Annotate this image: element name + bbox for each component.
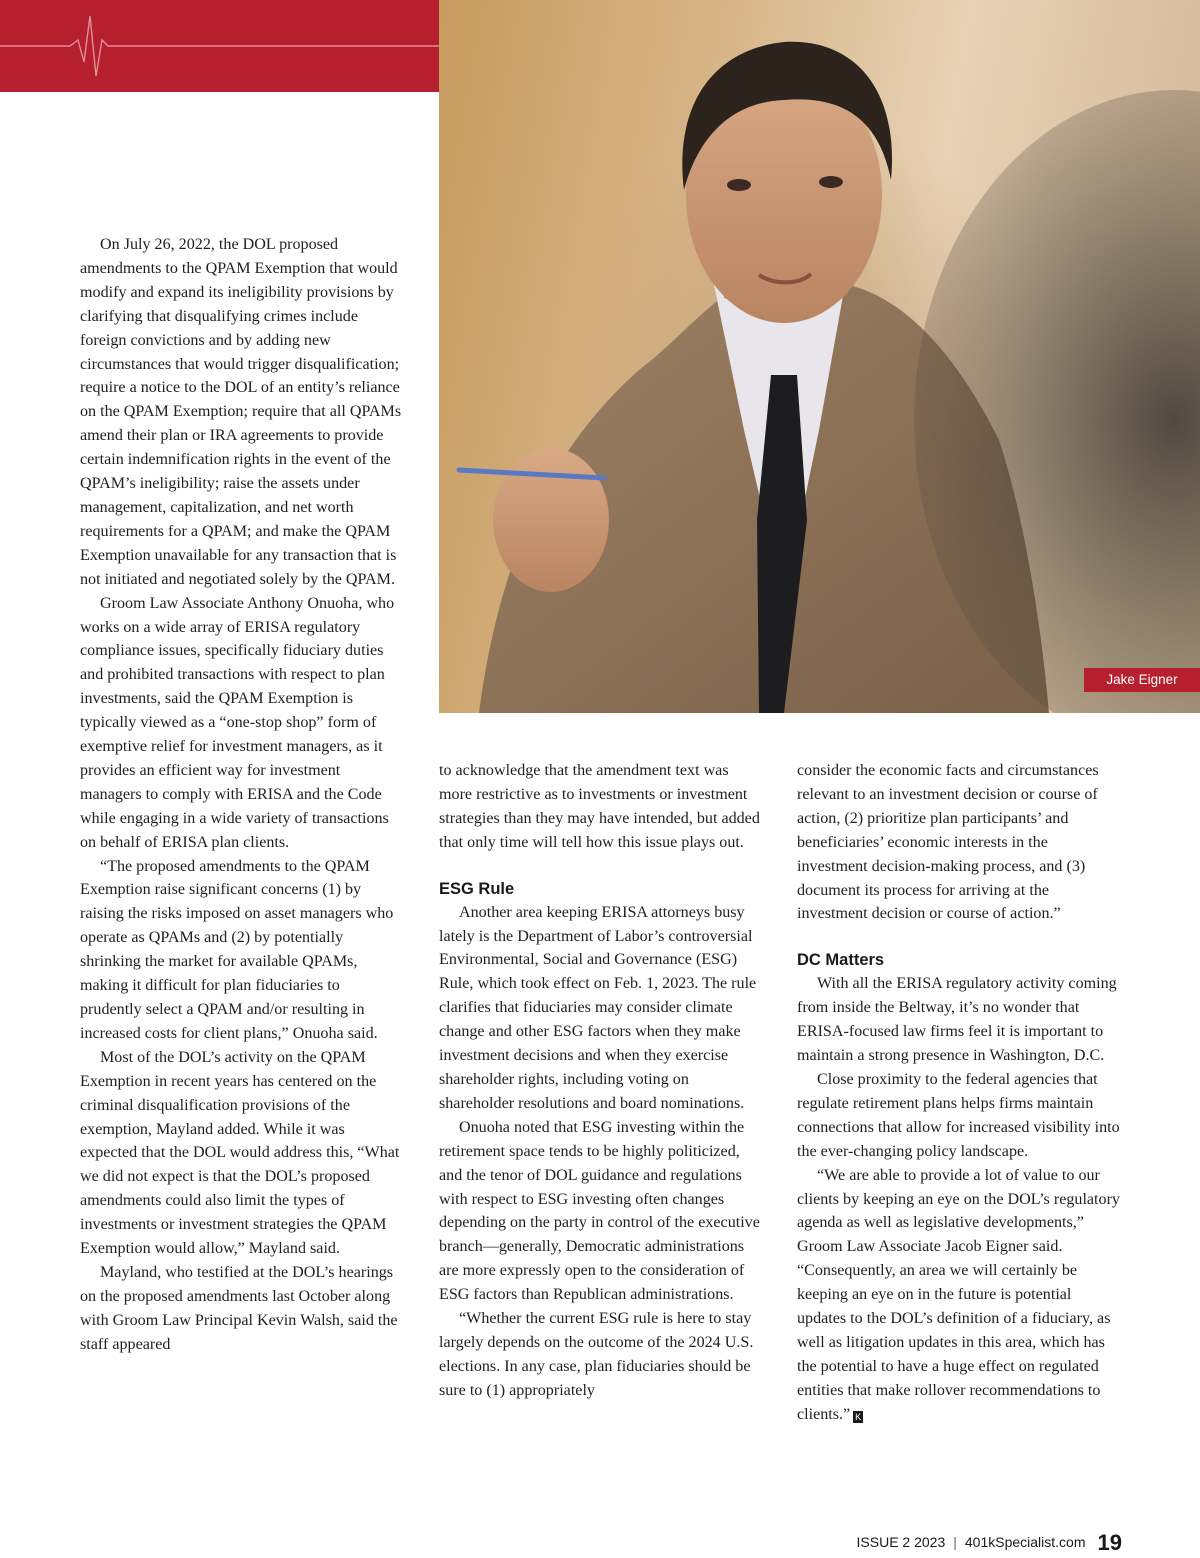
body-paragraph: Another area keeping ERISA attorneys busy lately is the Department of Labor’s controversial Environmental, Social and Governance (ESG) Rule, which took effect on Feb. 1, 2023. The rule clarifies that fiduciaries may consider climate change and other ESG factors when they make investment decisions and when they exercise shareholder rights, including voting on shareholder resolutions and board nominations. [439, 903, 757, 1112]
body-paragraph: Mayland, who testified at the DOL’s hearings on the proposed amendments last October along with Groom Law Principal Kevin Walsh, said the staff appeared [80, 1263, 398, 1353]
continued-paragraph: consider the economic facts and circumstances relevant to an investment decision or course of action, (2) prioritize plan participants’ and beneficiaries’ economic interests in the investment decision-making process, and (3) document its process for arriving at the investment decision or course of action.” [797, 762, 1099, 923]
photo-credit-caption: Jake Eigner [1084, 668, 1200, 692]
article-column-1 [80, 233, 405, 1357]
body-paragraph: Most of the DOL’s activity on the QPAM Exemption in recent years has centered on the criminal disqualification provisions of the exemption, Mayland added. While it was expected that the DOL would address this, “What we did not expect is that the DOL’s proposed amendments could also limit the types of investments or investment strategies the QPAM Exemption would allow,” Mayland said. [80, 1048, 400, 1258]
website-label: 401kSpecialist.com [964, 1534, 1086, 1550]
body-paragraph: With all the ERISA regulatory activity coming from inside the Beltway, it’s no wonder that ERISA-focused law firms feel it is important to maintain a strong presence in Washington, D.C. [797, 975, 1117, 1065]
header-red-band [0, 0, 439, 92]
page-footer [857, 1530, 1122, 1556]
feature-photo [439, 0, 1200, 713]
body-paragraph [797, 1164, 1122, 1427]
section-heading-esg-rule: ESG Rule [439, 879, 515, 898]
article-column-3 [797, 759, 1122, 1427]
footer-separator: | [953, 1534, 957, 1550]
body-paragraph: Groom Law Associate Anthony Onuoha, who works on a wide array of ERISA regulatory compliance issues, specifically fiduciary duties and prohibited transactions with respect to plan investments, said the QPAM Exemption is typically viewed as a “one-stop shop” form of exemptive relief for investment managers, as it provides an efficient way for investment managers to comply with ERISA and the Code while engaging in a wide variety of transactions on behalf of ERISA plan clients. [80, 594, 395, 851]
continued-paragraph: to acknowledge that the amendment text was more restrictive as to investments or investment strategies than they may have intended, but added that only time will tell how this issue plays out. [439, 762, 760, 851]
body-paragraph: “Whether the current ESG rule is here to stay largely depends on the outcome of the 2024 U.S. elections. In any case, plan fiduciaries should be sure to (1) appropriately [439, 1310, 754, 1399]
article-column-2 [439, 759, 761, 1403]
heartbeat-line-icon [0, 0, 439, 92]
issue-label: ISSUE 2 2023 [856, 1534, 946, 1550]
final-paragraph-text: “We are able to provide a lot of value to our clients by keeping an eye on the DOL’s regulatory agenda as well as legislative developments,” Groom Law Associate Jacob Eigner said. “Consequently, an area we will certainly be keeping an eye on in the future is potential updates to the DOL’s definition of a fiduciary, as well as litigation updates in this area, which has the potential to have a huge effect on regulated entities that make rollover recommendations to clients.” [797, 1166, 1120, 1423]
body-paragraph: Close proximity to the federal agencies that regulate retirement plans helps firms maintain connections that allow for increased visibility into the ever-changing policy landscape. [797, 1070, 1120, 1160]
end-of-article-mark-icon: K [855, 1411, 862, 1422]
body-paragraph: Onuoha noted that ESG investing within the retirement space tends to be highly politicized, and the tenor of DOL guidance and regulations with respect to ESG investing often changes depending on the party in control of the executive branch—generally, Democratic administrations are more expressly open to the consideration of ESG factors than Republican administrations. [439, 1118, 760, 1304]
body-paragraph: On July 26, 2022, the DOL proposed amendments to the QPAM Exemption that would modify and expand its ineligibility provisions by clarifying that disqualifying crimes include foreign convictions and by adding new circumstances that would trigger disqualification; require a notice to the DOL of an entity’s reliance on the QPAM Exemption; require that all QPAMs amend their plan or IRA agreements to provide certain indemnification rights in the event of the QPAM’s ineligibility; raise the assets under management, capitalization, and net worth requirements for a QPAM; and make the QPAM Exemption unavailable for any transaction that is not initiated and negotiated solely by the QPAM. [80, 236, 402, 588]
page-number: 19 [1097, 1530, 1122, 1555]
section-heading-dc-matters: DC Matters [797, 951, 885, 970]
photo-illustration [439, 0, 1200, 713]
body-paragraph: “The proposed amendments to the QPAM Exemption raise significant concerns (1) by raising the risks imposed on asset managers who operate as QPAMs and (2) by potentially shrinking the market for available QPAMs, making it difficult for plan fiduciaries to prudently select a QPAM and/or resulting in increased costs for client plans,” Onuoha said. [80, 857, 394, 1042]
